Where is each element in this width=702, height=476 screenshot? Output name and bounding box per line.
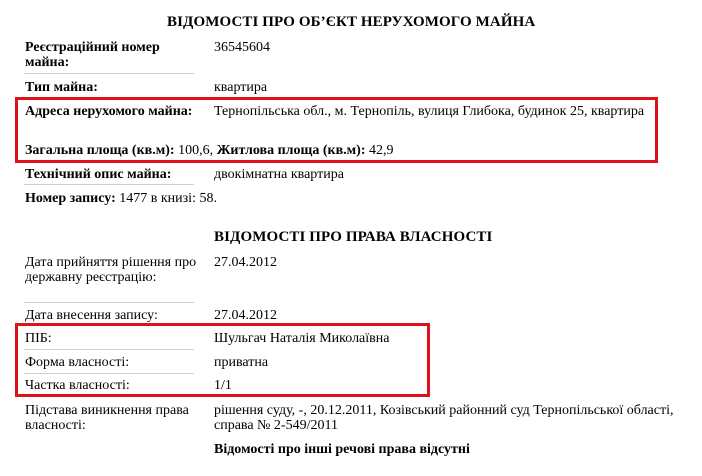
total-area-value: 100,6, xyxy=(178,143,214,158)
decision-date-value: 27.04.2012 xyxy=(214,255,277,270)
reg-number-value: 36545604 xyxy=(214,40,270,55)
share-label: Частка власності: xyxy=(25,378,130,393)
divider xyxy=(24,184,194,185)
record-line xyxy=(25,191,217,206)
area-line xyxy=(25,143,394,158)
name-label: ПІБ: xyxy=(25,331,52,346)
living-area-label: Житлова площа (кв.м): xyxy=(216,143,366,158)
address-value: Тернопільська обл., м. Тернопіль, вулиця Глибока, будинок 25, квартира xyxy=(214,104,645,119)
address-label: Адреса нерухомого майна: xyxy=(25,104,193,119)
divider xyxy=(24,73,194,74)
entry-date-label: Дата внесення запису: xyxy=(25,308,158,323)
living-area-value: 42,9 xyxy=(369,143,394,158)
divider xyxy=(24,349,194,350)
decision-date-label: Дата прийняття рішення про державну реєстрацію: xyxy=(25,255,197,285)
type-value: квартира xyxy=(214,80,268,95)
divider xyxy=(24,373,194,374)
reg-number-label: Реєстраційний номер майна: xyxy=(25,40,160,70)
tech-value: двокімнатна квартира xyxy=(214,167,344,182)
total-area-label: Загальна площа (кв.м): xyxy=(25,143,175,158)
entry-date-value: 27.04.2012 xyxy=(214,308,277,323)
tech-label: Технічний опис майна: xyxy=(25,167,172,182)
divider xyxy=(24,302,194,303)
property-heading: ВІДОМОСТІ ПРО ОБ’ЄКТ НЕРУХОМОГО МАЙНА xyxy=(167,14,536,30)
record-label: Номер запису: xyxy=(25,191,116,206)
ownership-form-value: приватна xyxy=(214,355,269,370)
ownership-form-label: Форма власності: xyxy=(25,355,130,370)
name-value: Шульгач Наталія Миколаївна xyxy=(214,331,390,346)
type-label: Тип майна: xyxy=(25,80,98,95)
share-value: 1/1 xyxy=(214,378,232,393)
record-value: 1477 в книзі: 58. xyxy=(119,191,217,206)
basis-value: рішення суду, -, 20.12.2011, Козівський районний суд Тернопільської області, справа № 2-549/2011 xyxy=(214,403,674,433)
footer-note: Відомості про інші речові права відсутні xyxy=(214,442,470,457)
rights-heading: ВІДОМОСТІ ПРО ПРАВА ВЛАСНОСТІ xyxy=(214,229,493,245)
basis-label: Підстава виникнення права власності: xyxy=(25,403,189,433)
